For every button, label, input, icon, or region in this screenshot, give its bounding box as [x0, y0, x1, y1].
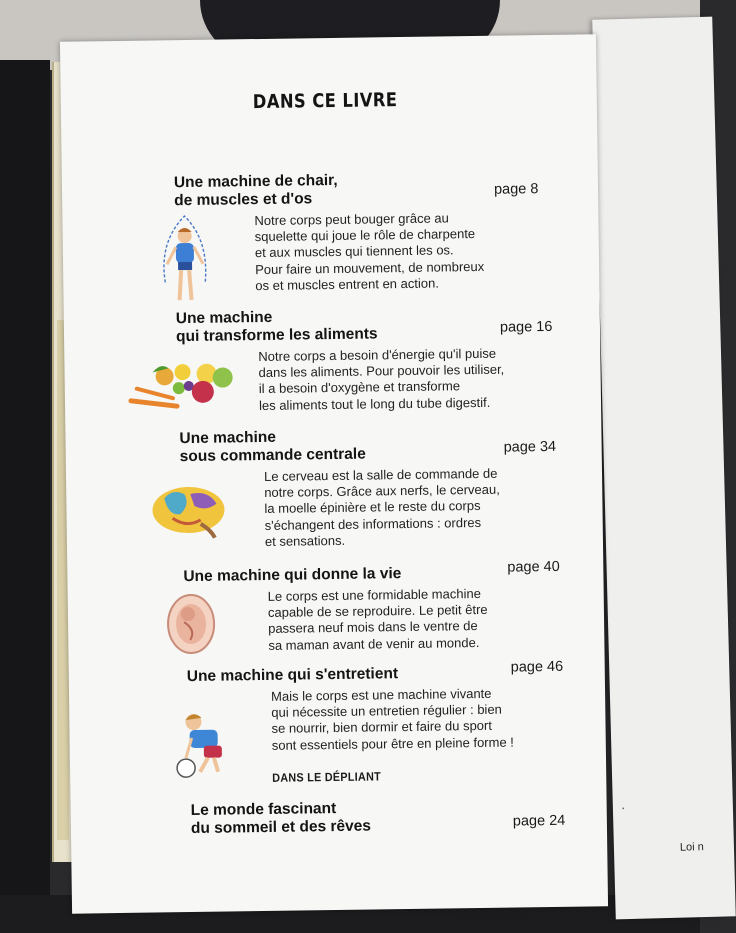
- description-line: s'échangent des informations : ordres: [264, 514, 482, 533]
- entry-description: [271, 685, 582, 754]
- child-jumping-rope-illustration: [156, 212, 215, 313]
- fruits-and-vegetables-illustration: [126, 357, 237, 415]
- depliant-header: DANS LE DÉPLIANT: [272, 769, 382, 785]
- entry-title: [183, 565, 401, 586]
- entry-page-number: page 8: [493, 181, 539, 198]
- entry-title: [176, 307, 378, 346]
- description-line: qui nécessite un entretien régulier : bien: [271, 701, 502, 721]
- description-line: Notre corps peut bouger grâce au: [254, 210, 449, 229]
- description-line: la moelle épinière et le reste du corps: [264, 498, 481, 517]
- description-line: sont essentiels pour être en pleine forme !: [271, 734, 514, 753]
- entry-title: [191, 800, 372, 839]
- description-line: Pour faire un mouvement, de nombreux: [255, 258, 485, 277]
- entry-title-line: sous commande centrale: [179, 445, 366, 466]
- description-line: Le corps est une formidable machine: [267, 585, 481, 604]
- description-line: Le cerveau est la salle de commande de: [263, 465, 498, 484]
- entry-title-line: qui transforme les aliments: [175, 325, 378, 346]
- entry-page-number: page 24: [512, 812, 566, 830]
- entry-title-line: Une machine qui s'entretient: [186, 665, 399, 686]
- book-page: [60, 34, 608, 913]
- entry-title-line: de muscles et d'os: [174, 190, 313, 210]
- entry-page-number: page 40: [507, 558, 560, 576]
- entry-title: [179, 428, 366, 467]
- entry-title-line: Le monde fascinant: [190, 800, 337, 820]
- entry-title-line: du sommeil et des rêves: [190, 817, 372, 838]
- description-line: Mais le corps est une machine vivante: [270, 685, 492, 704]
- entry-title-line: Une machine de chair,: [173, 171, 338, 192]
- description-line: os et muscles entrent en action.: [255, 275, 439, 293]
- background-dark: [0, 60, 50, 933]
- entry-title-line: Une machine qui donne la vie: [183, 565, 402, 586]
- description-line: capable de se reproduire. Le petit être: [267, 602, 488, 621]
- description-line: Notre corps a besoin d'énergie qu'il puise: [258, 345, 497, 365]
- fetus-illustration: [164, 592, 219, 657]
- toc-title: DANS CE LIVRE: [252, 89, 398, 114]
- description-line: dans les aliments. Pour pouvoir les utiliser,: [258, 361, 505, 381]
- entry-page-number: page 46: [510, 658, 564, 676]
- right-page-note: Loi n: [679, 841, 704, 854]
- description-line: et sensations.: [264, 532, 346, 549]
- brain-illustration: [150, 484, 227, 539]
- description-line: les aliments tout le long du tube digestif.: [258, 394, 491, 413]
- entry-page-number: page 34: [503, 438, 557, 456]
- description-line: et aux muscles qui tiennent les os.: [254, 242, 454, 261]
- entry-description: [258, 345, 569, 414]
- description-line: sa maman avant de venir au monde.: [268, 634, 480, 653]
- right-page: [592, 17, 736, 920]
- description-line: passera neuf mois dans le ventre de: [268, 618, 478, 637]
- description-line: se nourrir, bien dormir et faire du sport: [271, 718, 493, 737]
- right-page-mark: ·: [620, 799, 626, 816]
- description-line: squelette qui joue le rôle de charpente: [254, 226, 476, 245]
- entry-title: [187, 665, 398, 686]
- description-line: notre corps. Grâce aux nerfs, le cerveau,: [264, 481, 500, 501]
- entry-title: [174, 172, 338, 210]
- child-with-ball-illustration: [173, 709, 236, 782]
- entry-description: [264, 465, 575, 550]
- entry-title-line: Une machine: [175, 308, 273, 328]
- description-line: il a besoin d'oxygène et transforme: [258, 378, 461, 397]
- entry-description: [268, 585, 579, 654]
- entry-title-line: Une machine: [179, 428, 277, 448]
- entry-description: [254, 209, 565, 294]
- entry-page-number: page 16: [499, 318, 553, 336]
